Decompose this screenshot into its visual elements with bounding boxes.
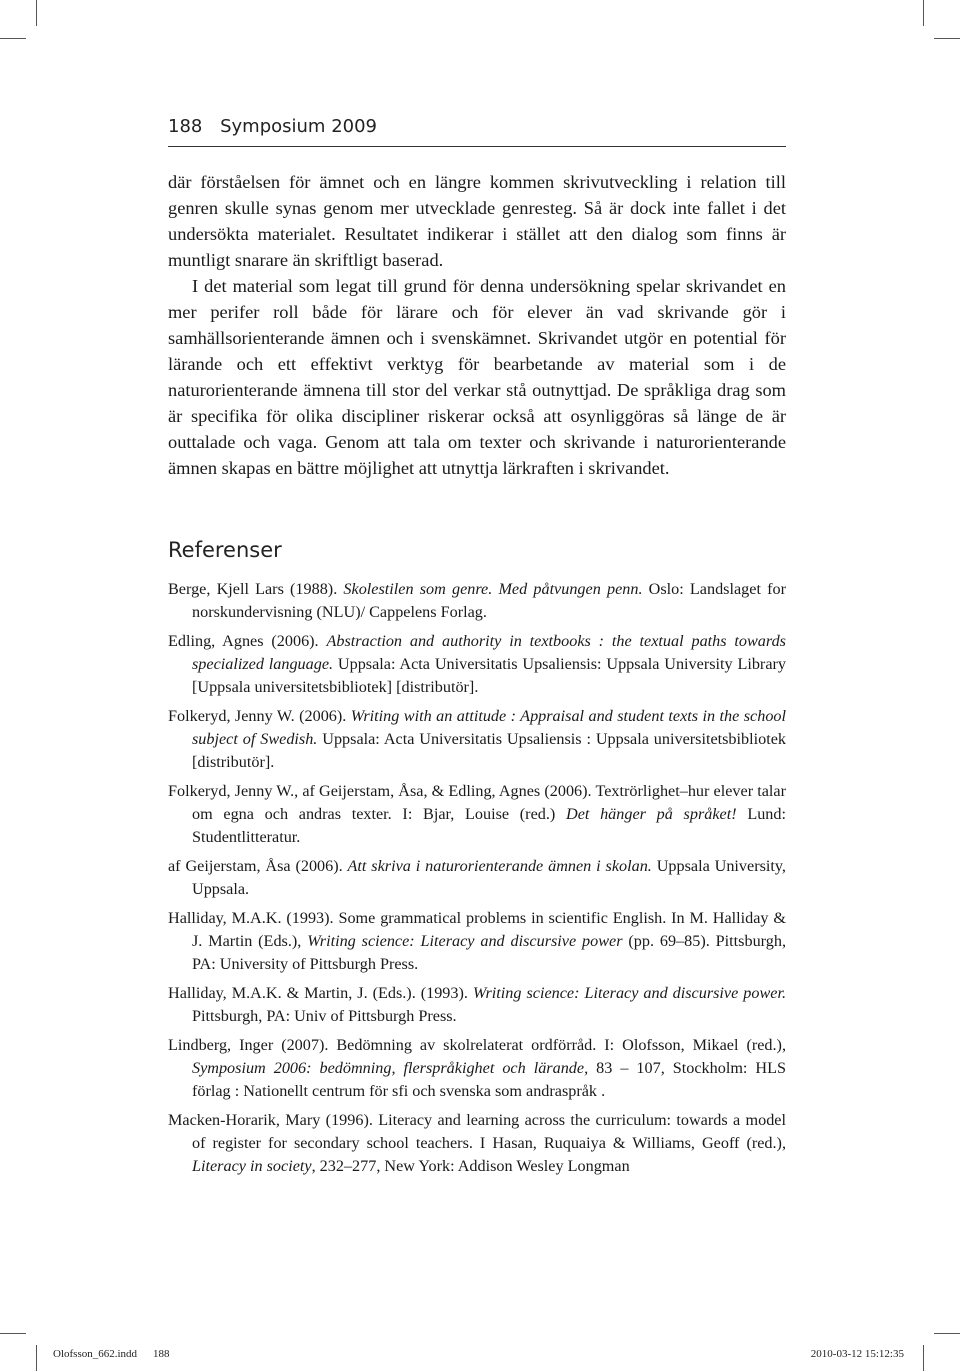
reference-entry <box>168 1109 786 1178</box>
crop-mark <box>0 38 26 39</box>
reference-tail: 83 – 107, Stockholm: HLS förlag : Nationellt centrum för sfi och svenska som andraspråk . <box>192 1059 787 1100</box>
reference-tail: , 232–277, New York: Addison Wesley Longman <box>311 1157 630 1175</box>
reference-entry <box>168 982 786 1028</box>
reference-title: Writing science: Literacy and discursive power. <box>472 984 786 1002</box>
reference-tail: Uppsala University, Uppsala. <box>192 857 786 898</box>
reference-lead: Folkeryd, Jenny W., af Geijerstam, Åsa, & Edling, Agnes (2006). Textrörlighet–hur elever talar om egna och andras texter. I: Bjar, Louise (red.) <box>168 782 786 823</box>
reference-entry <box>168 630 786 699</box>
reference-entry <box>168 907 786 976</box>
slug-page: 188 <box>153 1348 170 1360</box>
reference-lead: Halliday, M.A.K. & Martin, J. (Eds.). (1993). <box>168 984 473 1002</box>
reference-title: Literacy in society <box>192 1157 312 1175</box>
reference-lead: Halliday, M.A.K. (1993). Some grammatical problems in scientific English. In M. Halliday & J. Martin (Eds.), <box>168 909 786 950</box>
crop-mark <box>934 38 960 39</box>
reference-title: Att skriva i naturorienterande ämnen i skolan. <box>347 857 652 875</box>
running-title: Symposium 2009 <box>220 116 377 137</box>
paragraph: I det material som legat till grund för denna undersökning spelar skrivandet en mer perifer roll både för lärare och för elever än vad skrivande gör i samhällsorienterande ämnen och i svenskämnet. Skrivandet utgör en potential för lärande och ett effektivt verktyg för bearbetande av material som i de naturorienterande ämnena till stor del verkar stå outnyttjad. De språkliga drag som är specifika för olika discipliner riskerar också att osynliggöras så länge de är outtalade och vaga. Genom att tala om texter och skrivande i naturorienterande ämnen skapas en bättre möjlighet att utnyttja lärkraften i skrivandet. <box>168 276 786 478</box>
reference-lead: Macken-Horarik, Mary (1996). Literacy and learning across the curriculum: towards a model of register for secondary school teachers. I Hasan, Ruquaiya & Williams, Geoff (red.), <box>168 1111 786 1152</box>
crop-mark <box>934 1333 960 1334</box>
reference-lead: Edling, Agnes (2006). <box>168 632 327 650</box>
crop-mark <box>0 1333 26 1334</box>
page-number: 188 <box>168 116 203 137</box>
print-slug <box>0 1348 960 1368</box>
paragraph: där förståelsen för ämnet och en längre kommen skrivutveckling i relation till genren skulle synas genom mer utvecklade genresteg. Så är dock inte fallet i det undersökta materialet. Resultatet indikerar i stället att den dialog som finns är muntligt snarare än skriftligt baserad. <box>168 172 786 270</box>
reference-title: Det hänger på språket! <box>566 805 737 823</box>
reference-lead: Folkeryd, Jenny W. (2006). <box>168 707 351 725</box>
reference-entry <box>168 1034 786 1103</box>
crop-mark <box>923 0 924 26</box>
reference-entry <box>168 578 786 624</box>
reference-entry <box>168 855 786 901</box>
reference-tail: (pp. 69–85). Pittsburgh, PA: University of Pittsburgh Press. <box>192 932 786 973</box>
reference-title: Abstraction and authority in textbooks : the textual paths towards specialized language. <box>192 632 786 673</box>
reference-tail: Uppsala: Acta Universitatis Upsaliensis: Uppsala University Library [Uppsala universitetsbibliotek] [distributör]. <box>192 655 786 696</box>
running-header <box>168 114 786 147</box>
reference-title: Symposium 2006: bedömning, flerspråkighet och lärande, <box>192 1059 589 1077</box>
reference-tail: Pittsburgh, PA: Univ of Pittsburgh Press. <box>192 1007 457 1025</box>
reference-title: Writing science: Literacy and discursive power <box>307 932 623 950</box>
references-heading: Referenser <box>168 538 282 562</box>
reference-title: Writing with an attitude : Appraisal and student texts in the school subject of Swedish. <box>192 707 787 748</box>
reference-list <box>168 578 786 1184</box>
crop-mark <box>36 0 37 26</box>
reference-entry <box>168 780 786 849</box>
reference-lead: af Geijerstam, Åsa (2006). <box>168 857 348 875</box>
reference-lead: Lindberg, Inger (2007). Bedömning av skolrelaterat ordförråd. I: Olofsson, Mikael (red.), <box>168 1036 786 1054</box>
reference-tail: Lund: Studentlitteratur. <box>192 805 786 846</box>
reference-tail: Oslo: Landslaget for norskundervisning (NLU)/ Cappelens Forlag. <box>192 580 786 621</box>
slug-filename: Olofsson_662.indd <box>53 1348 138 1360</box>
body-text <box>168 169 786 481</box>
reference-lead: Berge, Kjell Lars (1988). <box>168 580 344 598</box>
reference-title: Skolestilen som genre. Med påtvungen penn. <box>343 580 643 598</box>
reference-entry <box>168 705 786 774</box>
reference-tail: Uppsala: Acta Universitatis Upsaliensis : Uppsala universitetsbibliotek [distributör]. <box>192 730 786 771</box>
slug-timestamp: 2010-03-12 15:12:35 <box>810 1348 904 1360</box>
